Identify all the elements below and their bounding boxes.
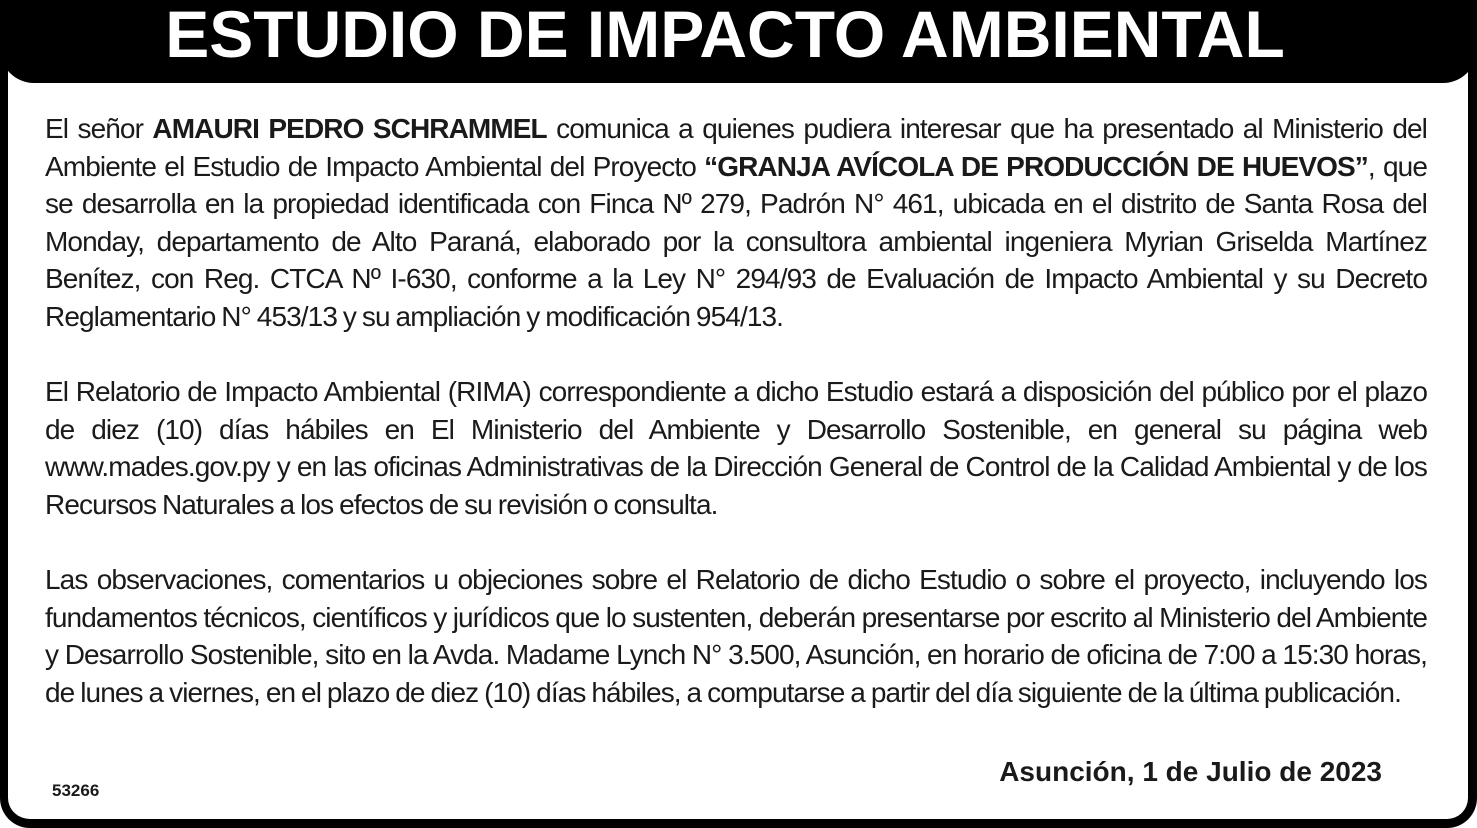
- paragraph-announcement: [45, 110, 1427, 335]
- reference-code: 53266: [52, 781, 100, 800]
- paragraph-announcement-middle: comunica a quienes pudiera interesar que ha presentado al Ministerio del Ambiente el Estudio de Impacto Ambiental del Proyecto: [45, 113, 1427, 182]
- project-name: “GRANJA AVÍCOLA DE PRODUCCIÓN DE HUEVOS”: [704, 150, 1368, 182]
- publication-date: Asunción, 1 de Julio de 2023: [999, 756, 1382, 787]
- notice-title: ESTUDIO DE IMPACTO AMBIENTAL: [165, 0, 1285, 71]
- paragraph-rima-availability: El Relatorio de Impacto Ambiental (RIMA) correspondiente a dicho Estudio estará a disposición del público por el plazo de diez (10) días hábiles en El Ministerio del Ambiente y Desarrollo Sostenible, en general su página web www.mades.gov.py y en las oficinas Administrativas de la Dirección General de Control de la Calidad Ambiental y de los Recursos Naturales a los efectos de su revisión o consulta.: [45, 376, 1427, 520]
- applicant-name: AMAURI PEDRO SCHRAMMEL: [152, 113, 547, 144]
- paragraph-announcement-intro: El señor: [45, 113, 153, 144]
- paragraph-observations: Las observaciones, comentarios u objeciones sobre el Relatorio de dicho Estudio o sobre el proyecto, incluyendo los fundamentos técnicos, científicos y jurídicos que lo sustenten, deberán presentarse por escrito al Ministerio del Ambiente y Desarrollo Sostenible, sito en la Avda. Madame Lynch N° 3.500, Asunción, en horario de oficina de 7:00 a 15:30 horas, de lunes a viernes, en el plazo de diez (10) días hábiles, a computarse a partir del día siguiente de la última publicación.: [45, 564, 1427, 708]
- paragraph-announcement-details: , que se desarrolla en la propiedad identificada con Finca Nº 279, Padrón N° 461, ubicada en el distrito de Santa Rosa del Monday, departamento de Alto Paraná, elaborado por la consultora ambiental ingeniera Myrian Griselda Martínez Benítez, con Reg. CTCA Nº I-630, conforme a la Ley N° 294/93 de Evaluación de Impacto Ambiental y su Decreto Reglamentario N° 453/13 y su ampliación y modificación 954/13.: [45, 150, 1427, 332]
- notice-header: [0, 0, 1477, 83]
- notice-body: [45, 110, 1427, 749]
